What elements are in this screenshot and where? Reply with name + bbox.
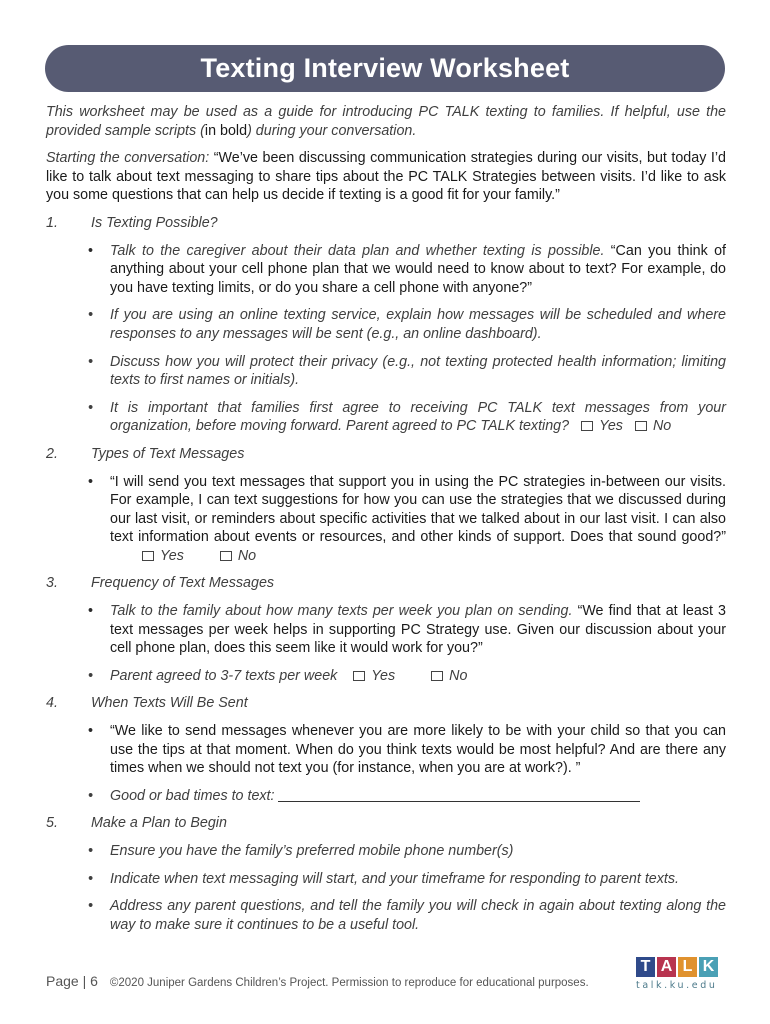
section-heading xyxy=(46,574,726,593)
logo-tile: T xyxy=(636,957,655,977)
yes-label: Yes xyxy=(599,418,623,435)
logo-tile: L xyxy=(678,957,697,977)
bullet: • xyxy=(88,242,94,259)
bullet-text: Discuss how you will protect their privacy (e.g., not texting protected health information; limiting texts to first names or initials). xyxy=(110,353,726,389)
intro-text-end: ) during your conversation. xyxy=(247,122,417,139)
bullet-text: Parent agreed to 3-7 texts per week xyxy=(110,667,338,684)
no-label: No xyxy=(652,418,672,435)
bullet-text: Address any parent questions, and tell the family you will check in again about texting along the way to make sure it continues to be a useful tool. xyxy=(110,898,726,933)
list-item xyxy=(88,897,726,934)
starting-paragraph xyxy=(46,149,726,205)
copyright-text: ©2020 Juniper Gardens Children’s Project. Permission to reproduce for educational purposes. xyxy=(109,977,589,989)
bullet: • xyxy=(88,473,94,490)
yes-checkbox[interactable] xyxy=(581,421,593,431)
no-label: No xyxy=(237,547,257,564)
bullet: • xyxy=(88,870,94,887)
intro-text: This worksheet may be used as a guide for introducing PC TALK texting to families. If helpful, use the provided sample scripts ( xyxy=(46,104,726,139)
intro-bold: in bold xyxy=(204,122,248,139)
starting-script: “We’ve been discussing communication strategies during our visits, but today I’d like to talk about text messaging to share tips about the PC TALK Strategies between visits. I’d like to ask you some questions that can help us decide if texting is a good fit for your family.” xyxy=(46,150,726,204)
page-title: Texting Interview Worksheet xyxy=(200,53,570,83)
yes-checkbox[interactable] xyxy=(353,671,365,681)
section-title: Frequency of Text Messages xyxy=(91,575,275,592)
bullet: • xyxy=(88,843,94,859)
bullet: • xyxy=(88,353,94,370)
section-title: Is Texting Possible? xyxy=(91,214,218,231)
list-item xyxy=(88,842,726,861)
bullet-text: Good or bad times to text: xyxy=(110,787,279,804)
section-heading xyxy=(46,694,726,713)
section-number: 3. xyxy=(46,575,58,592)
section-title: Types of Text Messages xyxy=(91,445,245,462)
bullet-text: Indicate when text messaging will start, and your timeframe for responding to parent texts. xyxy=(110,870,679,887)
list-item xyxy=(88,242,726,298)
section-heading xyxy=(46,814,726,833)
bullet-script: “I will send you text messages that support you in using the PC strategies in-between our visits. For example, I can text suggestions for how you can use the strategies that we discussed during our last visit, or reminders about specific activities that we talked about in our last visit. I can also text information about events or resources, and other kinds of support. Does that sound good?” xyxy=(110,473,726,546)
bullet-text: If you are using an online texting service, explain how messages will be scheduled and where responses to any messages will be sent (e.g., an online dashboard). xyxy=(110,307,726,342)
bullet-script: “Can you think of anything about your cell phone plan that we would need to know about to text? For example, do you have texting limits, or do you share a cell phone with anyone?” xyxy=(110,242,726,296)
list-item xyxy=(88,306,726,343)
yes-label: Yes xyxy=(160,547,184,564)
list-item xyxy=(88,399,726,436)
bullet: • xyxy=(88,307,94,324)
bullet: • xyxy=(88,603,94,620)
section-number: 5. xyxy=(46,815,58,832)
page-footer xyxy=(46,973,589,989)
no-checkbox[interactable] xyxy=(220,551,232,561)
section-number: 4. xyxy=(46,695,58,712)
talk-logo xyxy=(636,957,718,991)
list-item xyxy=(88,787,726,806)
bullet-text: Talk to the caregiver about their data plan and whether texting is possible. xyxy=(110,242,611,259)
intro-paragraph xyxy=(46,103,726,140)
section-title: Make a Plan to Begin xyxy=(91,815,227,832)
bullet: • xyxy=(88,787,94,804)
section-title: When Texts Will Be Sent xyxy=(91,695,248,712)
section-heading xyxy=(46,445,726,464)
section-number: 1. xyxy=(46,214,58,231)
yes-label: Yes xyxy=(371,667,396,684)
section-number: 2. xyxy=(46,445,58,462)
list-item xyxy=(88,602,726,658)
bullet-text: It is important that families first agree to receiving PC TALK text messages from your organization, before moving forward. Parent agreed to PC TALK texting? xyxy=(110,399,726,435)
starting-label: Starting the conversation: xyxy=(46,150,214,167)
logo-tile: A xyxy=(657,957,676,977)
bullet: • xyxy=(88,898,94,915)
bullet: • xyxy=(88,667,94,684)
no-checkbox[interactable] xyxy=(635,421,647,431)
yes-checkbox[interactable] xyxy=(142,551,154,561)
logo-url: talk.ku.edu xyxy=(636,980,718,991)
page-number: Page | 6 xyxy=(46,973,98,989)
bullet: • xyxy=(88,399,94,416)
section-heading xyxy=(46,214,726,233)
no-checkbox[interactable] xyxy=(431,671,443,681)
list-item xyxy=(88,870,726,889)
list-item xyxy=(88,473,726,566)
bullet-text: Talk to the family about how many texts per week you plan on sending. xyxy=(110,603,578,620)
logo-tile: K xyxy=(699,957,718,977)
times-input-line[interactable] xyxy=(278,788,640,802)
bullet: • xyxy=(88,723,94,740)
list-item xyxy=(88,353,726,390)
bullet-script: “We like to send messages whenever you are more likely to be with your child so that you can use the tips at that moment. When do you think texts would be most helpful? And are there any times when we should not text you (for instance, when you are at work?). ” xyxy=(110,723,726,777)
list-item xyxy=(88,722,726,778)
no-label: No xyxy=(449,667,468,684)
bullet-text: Ensure you have the family’s preferred mobile phone number(s) xyxy=(110,843,514,859)
list-item xyxy=(88,667,726,686)
worksheet-body xyxy=(46,103,726,943)
title-banner xyxy=(45,45,725,92)
bullet-script: “We find that at least 3 text messages per week helps in supporting PC Strategy use. Given our discussion about your cell phone plan, does this seem like it would work for you?” xyxy=(110,603,727,657)
